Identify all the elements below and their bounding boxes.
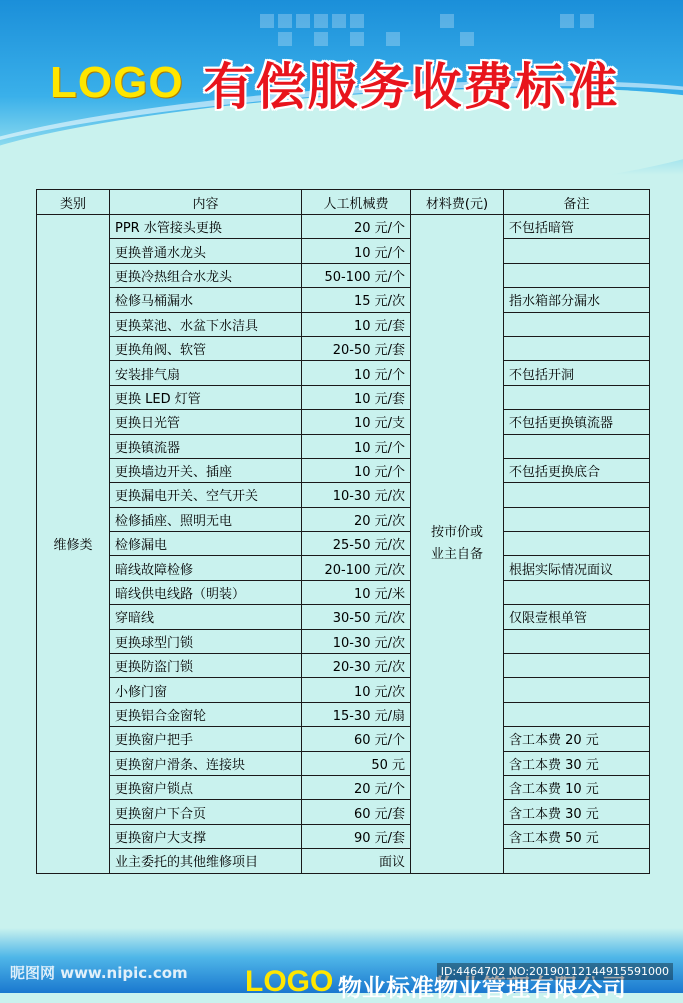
- note: [504, 654, 650, 678]
- table-row: [37, 385, 650, 409]
- labor-fee: 10-30 元/次: [302, 483, 411, 507]
- service-item: 安装排气扇: [110, 361, 302, 385]
- table-row: [37, 263, 650, 287]
- table-row: [37, 556, 650, 580]
- labor-fee: 20 元/个: [302, 215, 411, 239]
- page-title: 有偿服务收费标准: [203, 58, 620, 116]
- table-row: [37, 483, 650, 507]
- service-item: 小修门窗: [110, 678, 302, 702]
- table-row: [37, 215, 650, 239]
- service-item: 更换冷热组合水龙头: [110, 263, 302, 287]
- table-row: [37, 507, 650, 531]
- table-row: [37, 702, 650, 726]
- service-item: 检修马桶漏水: [110, 288, 302, 312]
- labor-fee: 10 元/个: [302, 434, 411, 458]
- note: [504, 629, 650, 653]
- service-item: 检修漏电: [110, 532, 302, 556]
- labor-fee: 20-100 元/次: [302, 556, 411, 580]
- note: 含工本费 20 元: [504, 727, 650, 751]
- note: [504, 312, 650, 336]
- note: 含工本费 30 元: [504, 751, 650, 775]
- labor-fee: 20-50 元/套: [302, 336, 411, 360]
- column-header-note: 备注: [504, 190, 650, 215]
- service-item: 更换窗户大支撑: [110, 824, 302, 848]
- service-item: 更换日光管: [110, 410, 302, 434]
- table-row: [37, 800, 650, 824]
- table-row: [37, 727, 650, 751]
- note: [504, 239, 650, 263]
- column-header-material-fee: 材料费(元): [411, 190, 504, 215]
- labor-fee: 面议: [302, 849, 411, 873]
- service-item: 更换铝合金窗轮: [110, 702, 302, 726]
- note: [504, 702, 650, 726]
- labor-fee: 10 元/套: [302, 312, 411, 336]
- service-item: 更换漏电开关、空气开关: [110, 483, 302, 507]
- service-item: 更换镇流器: [110, 434, 302, 458]
- labor-fee: 10 元/个: [302, 458, 411, 482]
- table-row: [37, 849, 650, 873]
- note: [504, 385, 650, 409]
- labor-fee: 10 元/个: [302, 239, 411, 263]
- table-row: [37, 434, 650, 458]
- note: [504, 263, 650, 287]
- table-row: [37, 288, 650, 312]
- note: 仅限壹根单管: [504, 605, 650, 629]
- table-row: [37, 239, 650, 263]
- note: [504, 532, 650, 556]
- service-item: 穿暗线: [110, 605, 302, 629]
- note: [504, 434, 650, 458]
- labor-fee: 60 元/套: [302, 800, 411, 824]
- table-row: [37, 678, 650, 702]
- labor-fee: 30-50 元/次: [302, 605, 411, 629]
- note: [504, 483, 650, 507]
- fee-table: [36, 189, 650, 874]
- labor-fee: 15-30 元/扇: [302, 702, 411, 726]
- column-header-content: 内容: [110, 190, 302, 215]
- image-id-label: ID:4464702 NO:20190112144915591000: [437, 963, 673, 980]
- service-item: 更换窗户把手: [110, 727, 302, 751]
- service-item: 检修插座、照明无电: [110, 507, 302, 531]
- labor-fee: 10-30 元/次: [302, 629, 411, 653]
- service-item: 更换墙边开关、插座: [110, 458, 302, 482]
- note: 根据实际情况面议: [504, 556, 650, 580]
- table-header-row: [37, 190, 650, 215]
- service-item: 更换防盗门锁: [110, 654, 302, 678]
- labor-fee: 60 元/个: [302, 727, 411, 751]
- watermark-text: 昵图网 www.nipic.com: [10, 964, 188, 982]
- table-row: [37, 458, 650, 482]
- table-row: [37, 629, 650, 653]
- labor-fee: 90 元/套: [302, 824, 411, 848]
- table-row: [37, 605, 650, 629]
- labor-fee: 10 元/米: [302, 580, 411, 604]
- labor-fee: 50 元: [302, 751, 411, 775]
- fee-table-body: [37, 215, 650, 874]
- labor-fee: 10 元/次: [302, 678, 411, 702]
- note: 不包括暗管: [504, 215, 650, 239]
- labor-fee: 20 元/次: [302, 507, 411, 531]
- table-row: [37, 751, 650, 775]
- labor-fee: 15 元/次: [302, 288, 411, 312]
- service-item: PPR 水管接头更换: [110, 215, 302, 239]
- labor-fee: 20-30 元/次: [302, 654, 411, 678]
- note: 含工本费 10 元: [504, 775, 650, 799]
- note: [504, 849, 650, 873]
- service-item: 更换菜池、水盆下水洁具: [110, 312, 302, 336]
- table-row: [37, 336, 650, 360]
- service-item: 业主委托的其他维修项目: [110, 849, 302, 873]
- note: 指水箱部分漏水: [504, 288, 650, 312]
- labor-fee: 50-100 元/个: [302, 263, 411, 287]
- footer-logo: LOGO: [245, 965, 334, 998]
- note: [504, 336, 650, 360]
- labor-fee: 20 元/个: [302, 775, 411, 799]
- note: 不包括更换底合: [504, 458, 650, 482]
- service-item: 更换球型门锁: [110, 629, 302, 653]
- note: [504, 678, 650, 702]
- column-header-category: 类别: [37, 190, 110, 215]
- service-item: 更换 LED 灯管: [110, 385, 302, 409]
- labor-fee: 10 元/套: [302, 385, 411, 409]
- note: 含工本费 30 元: [504, 800, 650, 824]
- table-row: [37, 580, 650, 604]
- category-cell: 维修类: [37, 215, 110, 874]
- service-item: 更换角阀、软管: [110, 336, 302, 360]
- service-item: 更换窗户下合页: [110, 800, 302, 824]
- table-row: [37, 361, 650, 385]
- service-item: 更换窗户锁点: [110, 775, 302, 799]
- service-item: 暗线故障检修: [110, 556, 302, 580]
- table-row: [37, 410, 650, 434]
- note: 不包括更换镇流器: [504, 410, 650, 434]
- material-fee-cell: 按市价或 业主自备: [411, 215, 504, 874]
- service-item: 更换普通水龙头: [110, 239, 302, 263]
- labor-fee: 10 元/支: [302, 410, 411, 434]
- service-item: 更换窗户滑条、连接块: [110, 751, 302, 775]
- column-header-labor-fee: 人工机械费: [302, 190, 411, 215]
- note: [504, 580, 650, 604]
- company-name: 物业标准物业管理有限公司: [338, 974, 626, 1002]
- note: 不包括开洞: [504, 361, 650, 385]
- table-row: [37, 824, 650, 848]
- table-row: [37, 654, 650, 678]
- table-row: [37, 532, 650, 556]
- page-header: [50, 48, 620, 118]
- service-item: 暗线供电线路（明装）: [110, 580, 302, 604]
- table-row: [37, 775, 650, 799]
- labor-fee: 10 元/个: [302, 361, 411, 385]
- note: 含工本费 50 元: [504, 824, 650, 848]
- table-row: [37, 312, 650, 336]
- labor-fee: 25-50 元/次: [302, 532, 411, 556]
- note: [504, 507, 650, 531]
- logo: LOGO: [50, 58, 184, 107]
